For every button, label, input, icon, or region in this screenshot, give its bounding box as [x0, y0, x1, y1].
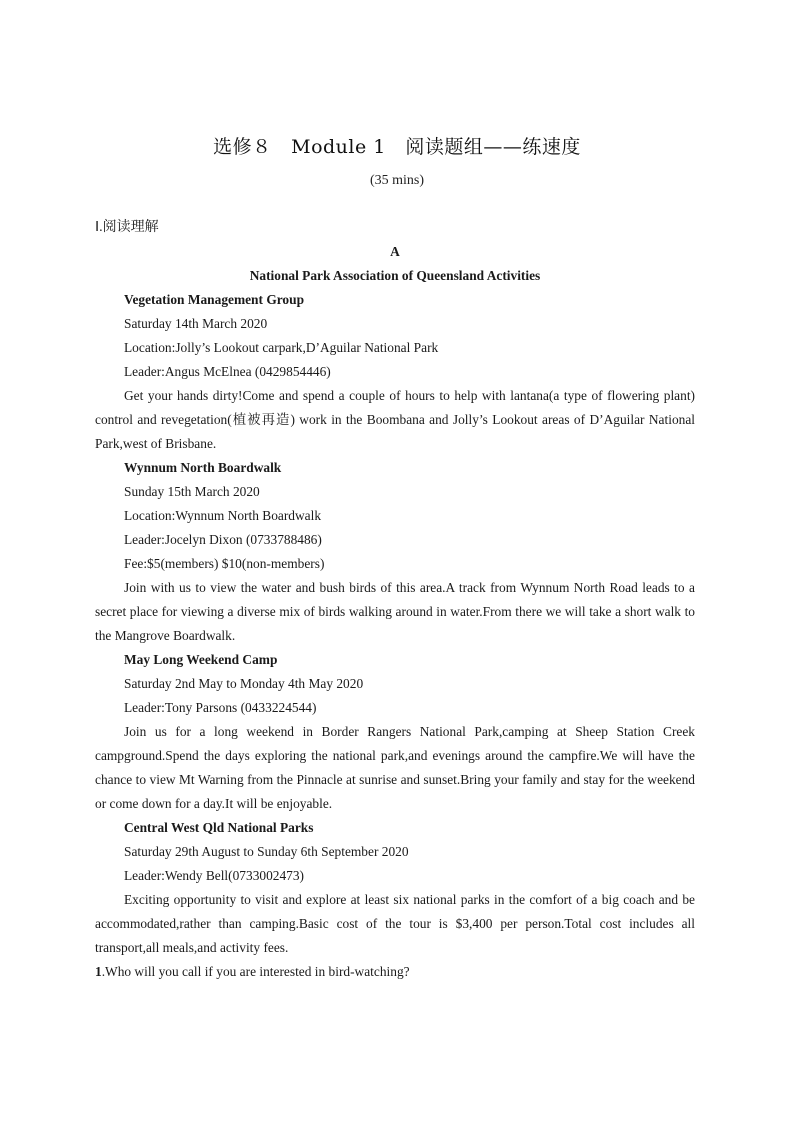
activity-date: Saturday 14th March 2020	[124, 316, 268, 331]
activity-leader: Leader:Angus McElnea (0429854446)	[124, 364, 331, 379]
activity-description: Join us for a long weekend in Border Rangers National Park,camping at Sheep Station Creek campground.Spend the days exploring the national park,and evenings around the campfire.We will have the chance to view Mt Warning from the Pinnacle at sunrise and sunset.Bring your family and stay for the weekend or come down for a day.It will be enjoyable.	[95, 724, 695, 811]
activity-leader: Leader:Tony Parsons (0433224544)	[124, 700, 317, 715]
activity-description: Join with us to view the water and bush birds of this area.A track from Wynnum North Road leads to a secret place for viewing a diverse mix of birds walking around in water.From there we will take a short walk to the Mangrove Boardwalk.	[95, 580, 695, 643]
activity-location: Location:Jolly’s Lookout carpark,D’Aguilar National Park	[124, 340, 439, 355]
passage-letter: A	[390, 244, 400, 259]
activity-description: Exciting opportunity to visit and explore at least six national parks in the comfort of a big coach and be accommodated,rather than camping.Basic cost of the tour is $3,400 per person.Total cost includes all transport,all meals,and activity fees.	[95, 892, 695, 955]
activity-description: Get your hands dirty!Come and spend a couple of hours to help with lantana(a type of flowering plant) control and revegetation(植被再造) work in the Boombana and Jolly’s Lookout areas of D’Aguilar National Park,west of Brisbane.	[95, 388, 695, 451]
page-title: 选修８ Module 1 阅读题组——练速度	[213, 136, 581, 158]
activity-name: Vegetation Management Group	[124, 292, 305, 307]
question	[95, 960, 695, 984]
question-number: 1	[95, 964, 102, 979]
activity-name: Central West Qld National Parks	[124, 820, 314, 835]
question-text: .Who will you call if you are interested in bird-watching?	[101, 964, 410, 979]
time-limit: (35 mins)	[369, 173, 425, 188]
activity-name: May Long Weekend Camp	[124, 652, 278, 667]
activity-leader: Leader:Jocelyn Dixon (0733788486)	[124, 532, 322, 547]
passage-title: National Park Association of Queensland Activities	[249, 268, 541, 283]
activity-leader: Leader:Wendy Bell(0733002473)	[124, 868, 305, 883]
document-body	[95, 216, 695, 984]
activity-fee: Fee:$5(members) $10(non-members)	[124, 556, 325, 571]
activity-date: Saturday 2nd May to Monday 4th May 2020	[124, 676, 364, 691]
section-heading: Ⅰ.阅读理解	[95, 220, 159, 235]
activity-location: Location:Wynnum North Boardwalk	[124, 508, 322, 523]
activity-date: Sunday 15th March 2020	[124, 484, 260, 499]
activity-date: Saturday 29th August to Sunday 6th September 2020	[124, 844, 409, 859]
activity-name: Wynnum North Boardwalk	[124, 460, 282, 475]
